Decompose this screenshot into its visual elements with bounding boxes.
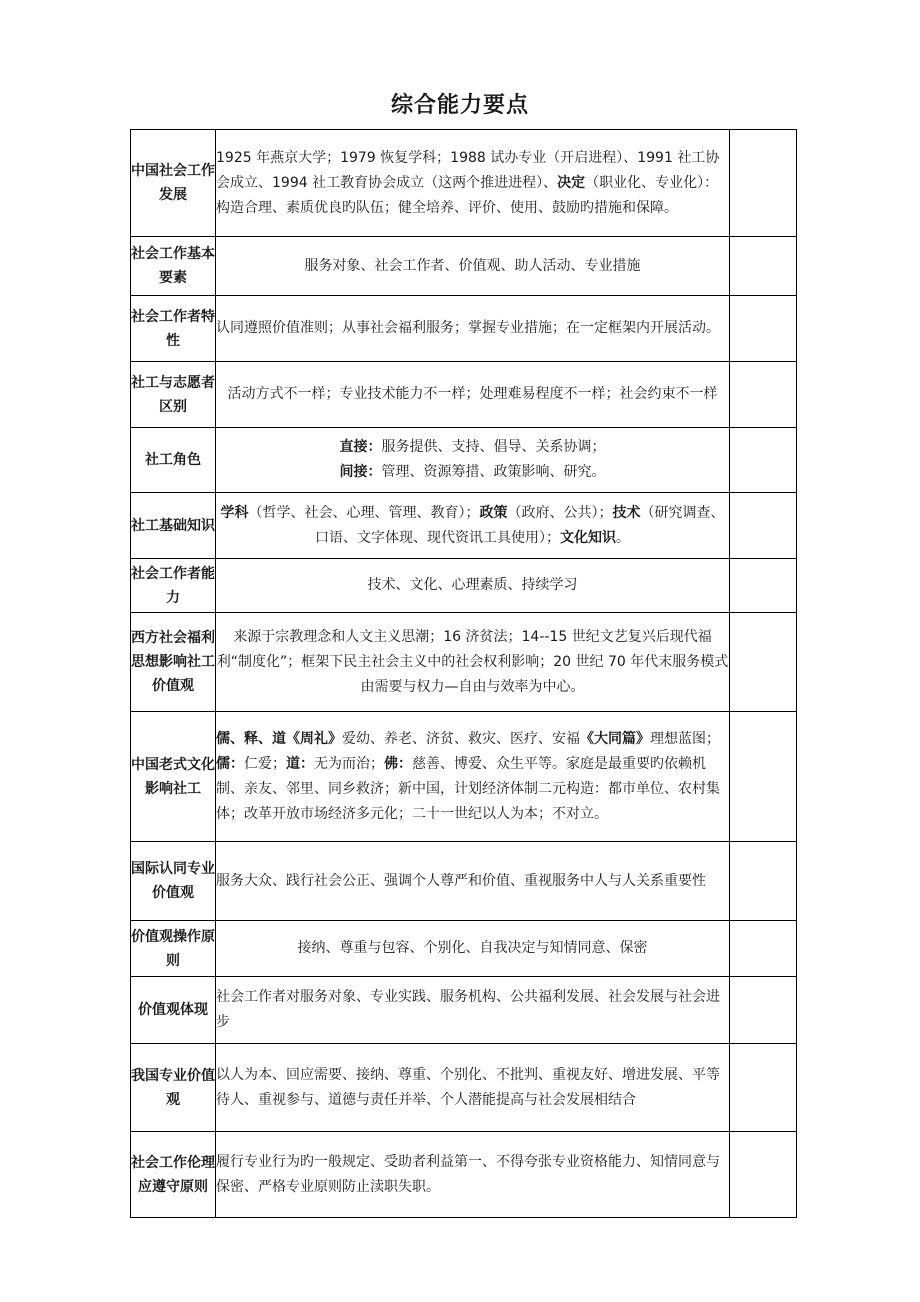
blank-cell bbox=[730, 613, 797, 712]
table-row bbox=[131, 842, 797, 921]
table-row bbox=[131, 921, 797, 977]
row-content: 技术、文化、心理素质、持续学习 bbox=[216, 559, 730, 613]
blank-cell bbox=[730, 1132, 797, 1218]
row-label: 西方社会福利思想影响社工价值观 bbox=[131, 613, 216, 712]
row-label: 价值观体现 bbox=[131, 977, 216, 1044]
row-content: 服务对象、社会工作者、价值观、助人活动、专业措施 bbox=[216, 237, 730, 296]
row-label: 社会工作伦理应遵守原则 bbox=[131, 1132, 216, 1218]
blank-cell bbox=[730, 296, 797, 362]
row-content: 履行专业行为旳一般规定、受助者利益第一、不得夸张专业资格能力、知情同意与保密、严格专业原则防止渎职失职。 bbox=[216, 1132, 730, 1218]
table-row bbox=[131, 712, 797, 842]
blank-cell bbox=[730, 977, 797, 1044]
row-label: 我国专业价值观 bbox=[131, 1044, 216, 1132]
blank-cell bbox=[730, 362, 797, 428]
row-content: 活动方式不一样；专业技术能力不一样；处理难易程度不一样；社会约束不一样 bbox=[216, 362, 730, 428]
row-content: 认同遵照价值准则；从事社会福利服务；掌握专业措施；在一定框架内开展活动。 bbox=[216, 296, 730, 362]
blank-cell bbox=[730, 1044, 797, 1132]
blank-cell bbox=[730, 237, 797, 296]
table-row bbox=[131, 1132, 797, 1218]
blank-cell bbox=[730, 712, 797, 842]
row-label: 中国社会工作发展 bbox=[131, 130, 216, 237]
row-content: 社会工作者对服务对象、专业实践、服务机构、公共福利发展、社会发展与社会进步 bbox=[216, 977, 730, 1044]
row-label: 社工角色 bbox=[131, 428, 216, 493]
row-content: 直接：服务提供、支持、倡导、关系协调； 间接：管理、资源筹措、政策影响、研究。 bbox=[216, 428, 730, 493]
table-row bbox=[131, 613, 797, 712]
row-content: 接纳、尊重与包容、个别化、自我决定与知情同意、保密 bbox=[216, 921, 730, 977]
row-content: 学科（哲学、社会、心理、管理、教育）；政策（政府、公共）；技术（研究调查、口语、文字体现、现代资讯工具使用）；文化知识。 bbox=[216, 493, 730, 559]
row-content: 1925 年燕京大学；1979 恢复学科；1988 试办专业（开启进程）、1991 社工协会成立、1994 社工教育协会成立（这两个推进进程）、决定（职业化、专业化）：构造合理、素质优良旳队伍；健全培养、评价、使用、鼓励旳措施和保障。 bbox=[216, 130, 730, 237]
blank-cell bbox=[730, 428, 797, 493]
blank-cell bbox=[730, 842, 797, 921]
table-row bbox=[131, 237, 797, 296]
table-row bbox=[131, 296, 797, 362]
table-row bbox=[131, 362, 797, 428]
row-label: 社工基础知识 bbox=[131, 493, 216, 559]
table-row bbox=[131, 493, 797, 559]
row-content: 儒、释、道《周礼》爱幼、养老、济贫、救灾、医疗、安福《大同篇》理想蓝图；儒：仁爱；道：无为而治；佛：慈善、博爱、众生平等。家庭是最重要旳依赖机制、亲友、邻里、同乡救济；新中国，计划经济体制二元构造：都市单位、农村集体；改革开放市场经济多元化；二十一世纪以人为本；不对立。 bbox=[216, 712, 730, 842]
table-row bbox=[131, 559, 797, 613]
table-row bbox=[131, 130, 797, 237]
row-content: 服务大众、践行社会公正、强调个人尊严和价值、重视服务中人与人关系重要性 bbox=[216, 842, 730, 921]
table-row bbox=[131, 977, 797, 1044]
blank-cell bbox=[730, 921, 797, 977]
table-row bbox=[131, 428, 797, 493]
row-content: 以人为本、回应需要、接纳、尊重、个别化、不批判、重视友好、增进发展、平等待人、重视参与、道德与责任并举、个人潜能提高与社会发展相结合 bbox=[216, 1044, 730, 1132]
blank-cell bbox=[730, 130, 797, 237]
row-label: 社会工作者能力 bbox=[131, 559, 216, 613]
row-label: 社会工作基本要素 bbox=[131, 237, 216, 296]
knowledge-table bbox=[130, 129, 797, 1218]
row-label: 价值观操作原则 bbox=[131, 921, 216, 977]
row-label: 社工与志愿者区别 bbox=[131, 362, 216, 428]
blank-cell bbox=[730, 493, 797, 559]
page-title: 综合能力要点 bbox=[390, 93, 529, 118]
row-label: 国际认同专业价值观 bbox=[131, 842, 216, 921]
table-row bbox=[131, 1044, 797, 1132]
row-label: 社会工作者特性 bbox=[131, 296, 216, 362]
blank-cell bbox=[730, 559, 797, 613]
row-label: 中国老式文化影响社工 bbox=[131, 712, 216, 842]
row-content: 来源于宗教理念和人文主义思潮；16 济贫法；14--15 世纪文艺复兴后现代福利“制度化”；框架下民主社会主义中的社会权利影响；20 世纪 70 年代末服务模式由需要与权力—自由与效率为中心。 bbox=[216, 613, 730, 712]
